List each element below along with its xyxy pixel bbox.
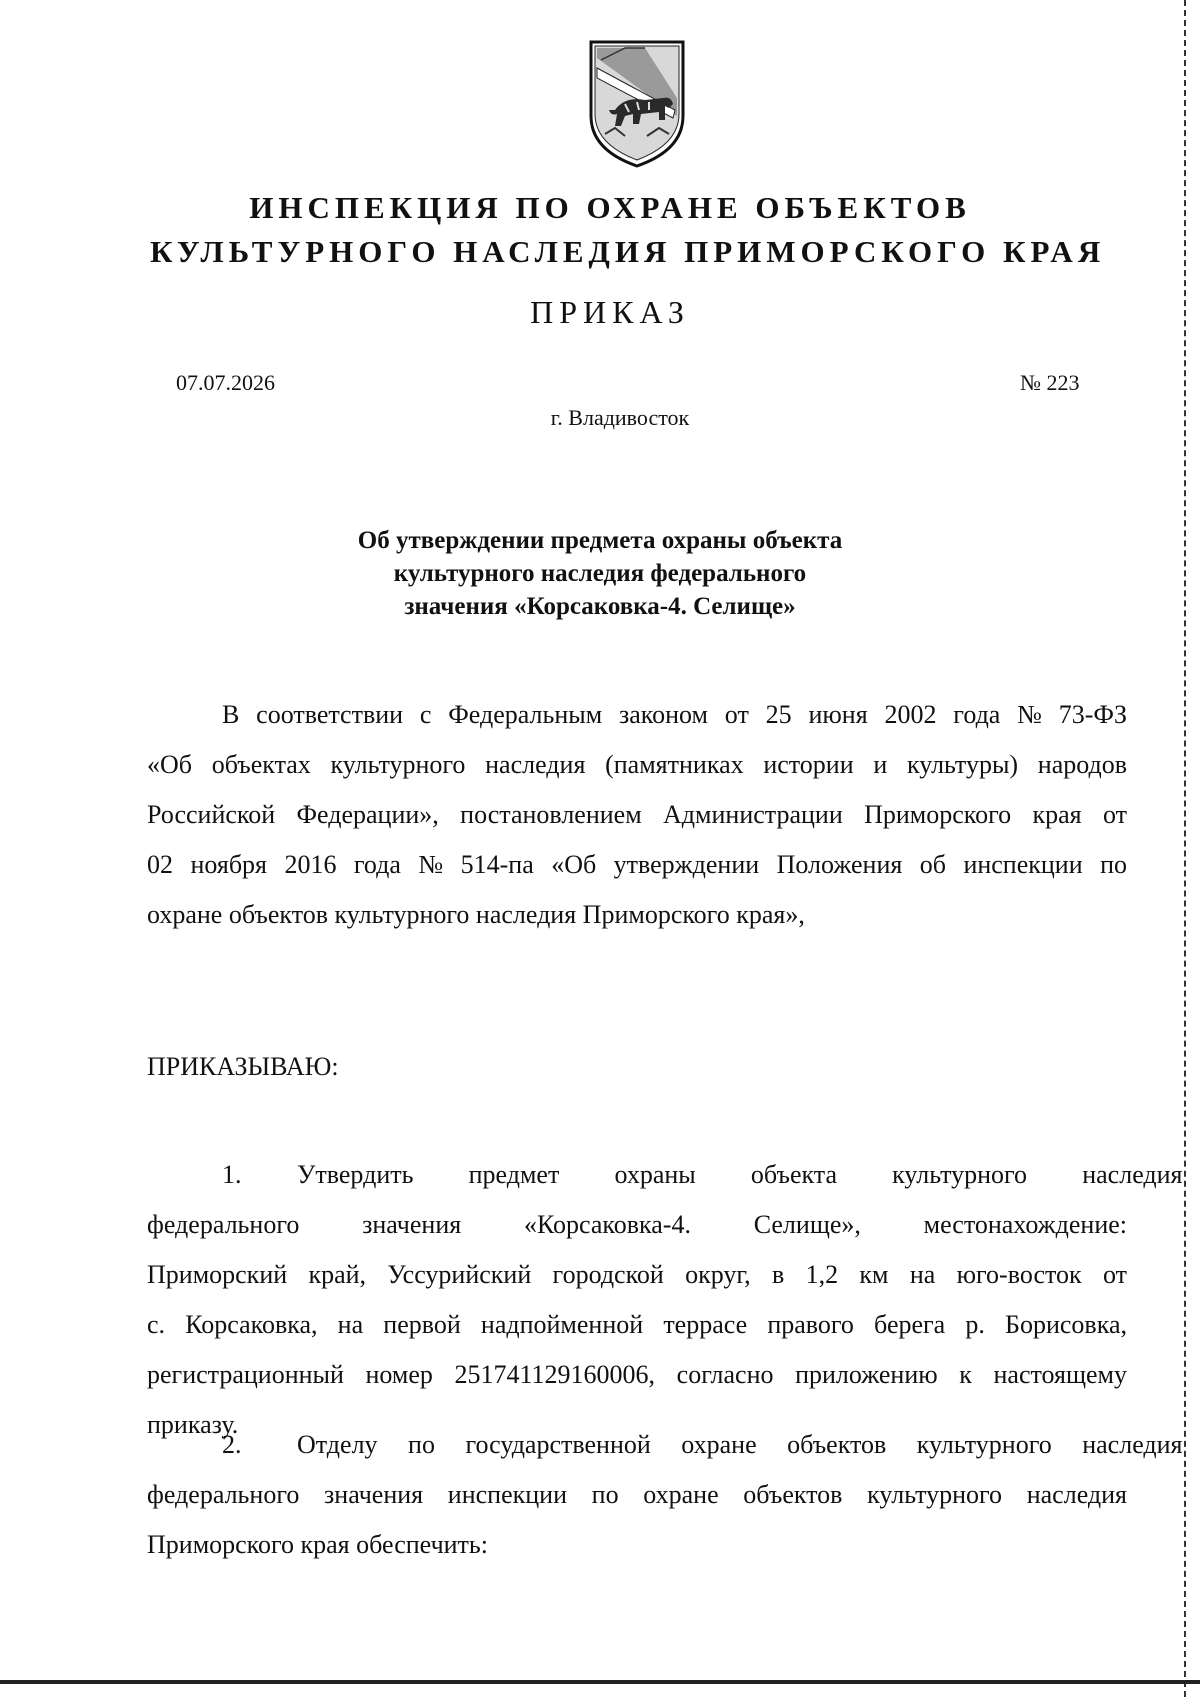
basis-line: 02 ноября 2016 года № 514-па «Об утверждении Положения об инспекции по: [147, 850, 1127, 879]
document-city: г. Владивосток: [550, 405, 690, 430]
item-1-line: с. Корсаковка, на первой надпойменной террасе правого берега р. Борисовка,: [147, 1310, 1127, 1339]
item-number: 2.: [222, 1430, 242, 1459]
title-line-3: значения «Корсаковка-4. Селище»: [404, 593, 796, 620]
basis-line: Российской Федерации», постановлением Администрации Приморского края от: [147, 800, 1127, 829]
item-2-first-line: [147, 1420, 1183, 1470]
item-1-line: приказу.: [147, 1410, 239, 1439]
document-type: ПРИКАЗ: [530, 294, 690, 330]
document-number: № 223: [1020, 370, 1080, 395]
title-line-2: культурного наследия федерального: [393, 560, 807, 587]
item-1-first-line: [147, 1150, 1183, 1200]
scan-edge-right: [1184, 0, 1190, 1697]
order-item-1: [147, 1150, 1183, 1450]
order-word: ПРИКАЗЫВАЮ:: [147, 1052, 339, 1081]
basis-line: «Об объектах культурного наследия (памятниках истории и культуры) народов: [147, 750, 1127, 779]
item-1-line: федерального значения «Корсаковка-4. Селище», местонахождение:: [147, 1210, 1127, 1239]
document-title: [300, 524, 900, 623]
authority-name-line-1: ИНСПЕКЦИЯ ПО ОХРАНЕ ОБЪЕКТОВ: [249, 190, 971, 225]
basis-line: охране объектов культурного наследия Приморского края»,: [147, 900, 805, 929]
order-item-2: [147, 1420, 1183, 1570]
authority-name-line-2: КУЛЬТУРНОГО НАСЛЕДИЯ ПРИМОРСКОГО КРАЯ: [150, 234, 1106, 269]
document-date: 07.07.2026: [176, 370, 275, 395]
item-2-line-text: Отделу по государственной охране объектов культурного наследия: [297, 1430, 1183, 1459]
legal-basis-paragraph: [147, 690, 1127, 940]
scan-edge-bottom: [0, 1680, 1200, 1684]
basis-line: В соответствии с Федеральным законом от 25 июня 2002 года № 73-ФЗ: [222, 700, 1127, 729]
item-2-line: федерального значения инспекции по охране объектов культурного наследия: [147, 1480, 1127, 1509]
item-1-line: Приморский край, Уссурийский городской округ, в 1,2 км на юго-восток от: [147, 1260, 1127, 1289]
item-number: 1.: [222, 1160, 242, 1189]
item-1-line: регистрационный номер 251741129160006, согласно приложению к настоящему: [147, 1360, 1127, 1389]
item-1-line-text: Утвердить предмет охраны объекта культурного наследия: [297, 1160, 1183, 1189]
title-line-1: Об утверждении предмета охраны объекта: [357, 527, 843, 554]
item-2-line: Приморского края обеспечить:: [147, 1530, 488, 1559]
coat-of-arms-emblem: [585, 38, 689, 170]
